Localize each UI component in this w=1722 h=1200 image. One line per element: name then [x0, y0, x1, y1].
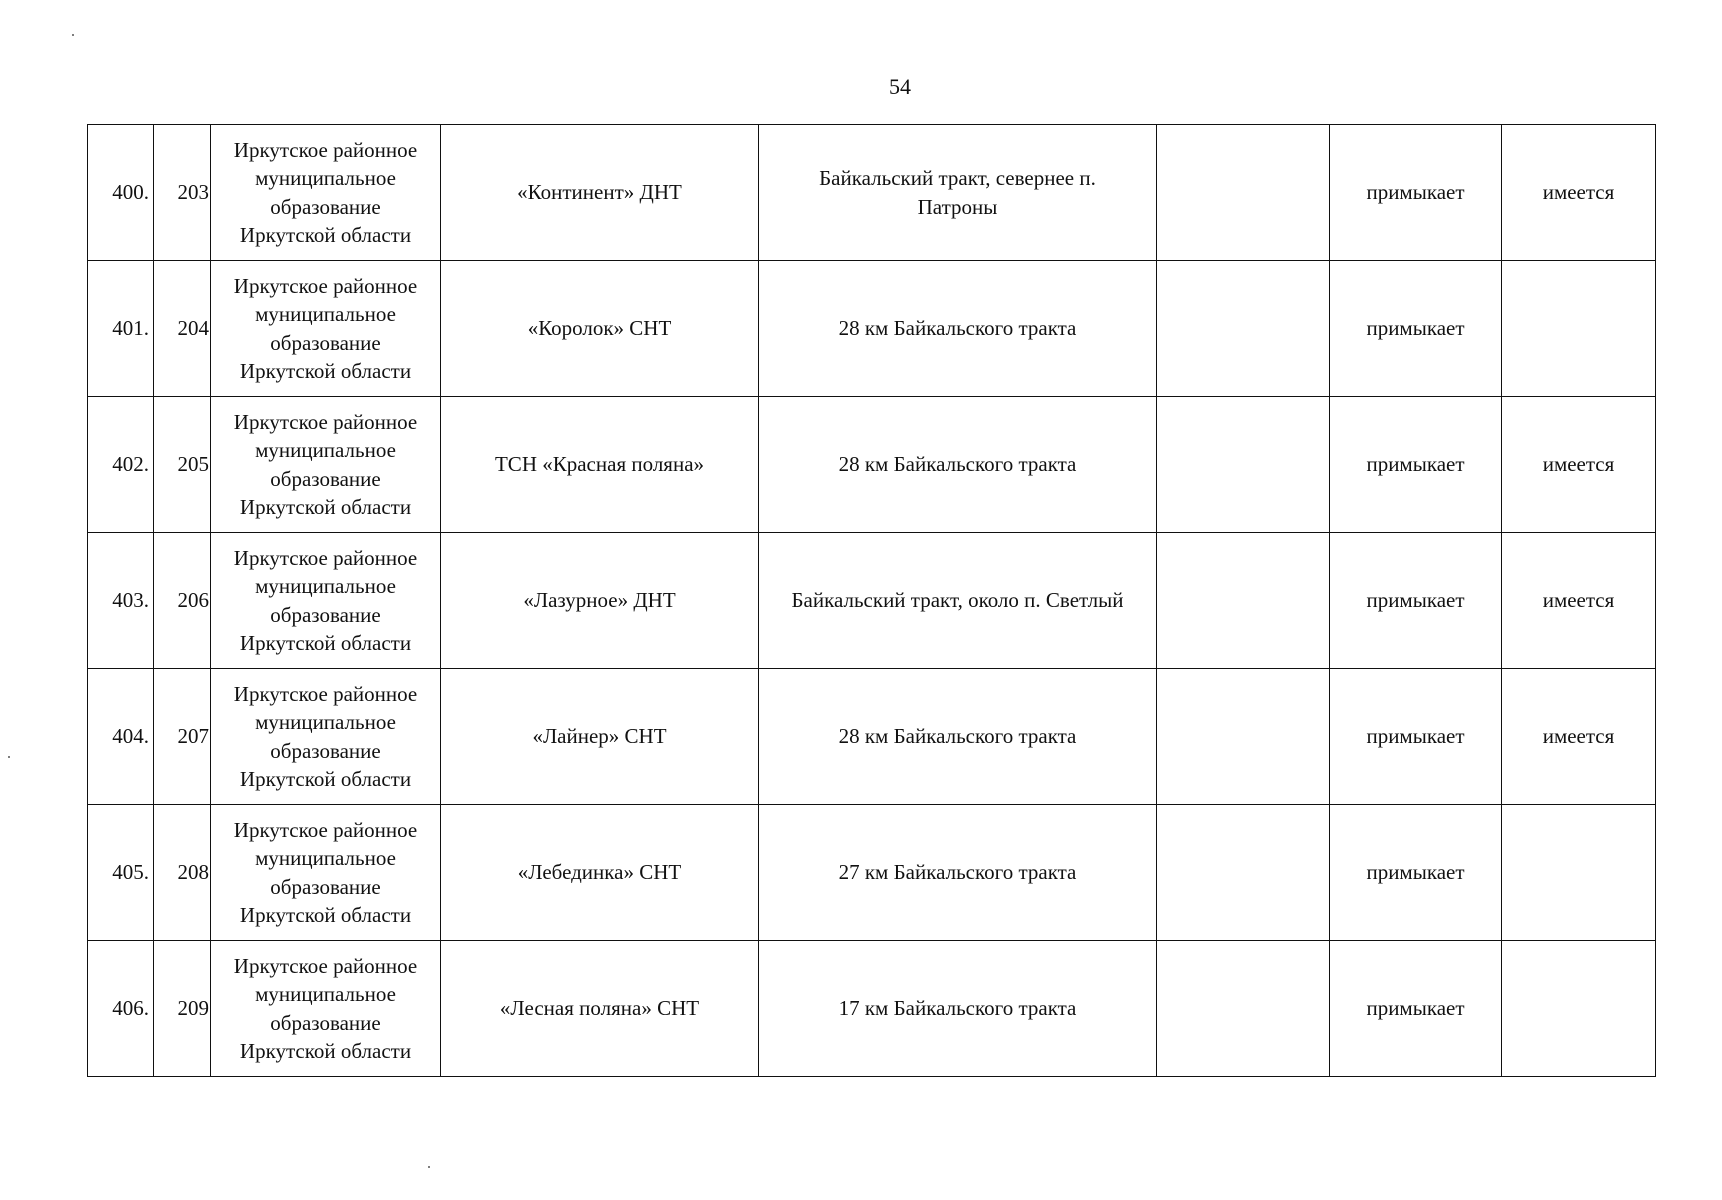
organization-name-cell: «Лебединка» СНТ — [441, 805, 759, 941]
availability-cell: имеется — [1502, 669, 1656, 805]
municipality-cell — [211, 397, 441, 533]
municipality-cell — [211, 669, 441, 805]
empty-cell — [1157, 941, 1330, 1077]
object-id-cell: 209 — [154, 941, 211, 1077]
availability-cell — [1502, 261, 1656, 397]
scan-speck — [72, 34, 74, 36]
municipality-line: образование — [270, 874, 381, 899]
table-row — [88, 805, 1656, 941]
municipality-line: Иркутское районное — [233, 681, 418, 706]
organization-name-cell: «Лесная поляна» СНТ — [441, 941, 759, 1077]
municipality-line: муниципальное — [255, 846, 396, 870]
municipality-line: Иркутской области — [239, 767, 412, 791]
row-number-cell: 404. — [88, 669, 154, 805]
availability-cell — [1502, 941, 1656, 1077]
location-cell: 17 км Байкальского тракта — [759, 941, 1157, 1077]
municipality-line: муниципальное — [255, 710, 396, 734]
municipality-line: образование — [270, 1010, 381, 1035]
row-number-cell: 402. — [88, 397, 154, 533]
location-cell: 28 км Байкальского тракта — [759, 397, 1157, 533]
table-row — [88, 669, 1656, 805]
municipality-line: муниципальное — [255, 982, 396, 1006]
municipality-line: Иркутской области — [239, 1039, 412, 1063]
table-row — [88, 941, 1656, 1077]
empty-cell — [1157, 397, 1330, 533]
municipality-line: образование — [270, 738, 381, 763]
row-number-cell: 403. — [88, 533, 154, 669]
municipality-line: образование — [270, 602, 381, 627]
municipality-line: муниципальное — [255, 302, 396, 326]
adjacency-cell: примыкает — [1330, 805, 1502, 941]
object-id-cell: 208 — [154, 805, 211, 941]
organization-name-cell: «Королок» СНТ — [441, 261, 759, 397]
adjacency-cell: примыкает — [1330, 261, 1502, 397]
organization-name-cell: ТСН «Красная поляна» — [441, 397, 759, 533]
municipality-line: муниципальное — [255, 574, 396, 598]
organization-name-cell: «Континент» ДНТ — [441, 125, 759, 261]
object-id-cell: 203 — [154, 125, 211, 261]
object-id-cell: 206 — [154, 533, 211, 669]
municipality-cell — [211, 941, 441, 1077]
table-row — [88, 125, 1656, 261]
empty-cell — [1157, 125, 1330, 261]
table-row — [88, 261, 1656, 397]
adjacency-cell: примыкает — [1330, 397, 1502, 533]
empty-cell — [1157, 261, 1330, 397]
municipality-cell — [211, 125, 441, 261]
row-number-cell: 400. — [88, 125, 154, 261]
scan-speck — [428, 1166, 430, 1168]
object-id-cell: 207 — [154, 669, 211, 805]
municipality-line: образование — [270, 466, 381, 491]
object-id-cell: 204 — [154, 261, 211, 397]
adjacency-cell: примыкает — [1330, 533, 1502, 669]
municipality-line: Иркутской области — [239, 223, 412, 247]
scan-speck — [8, 756, 10, 758]
empty-cell — [1157, 533, 1330, 669]
municipality-line: образование — [270, 194, 381, 219]
municipality-line: Иркутское районное — [233, 137, 418, 162]
municipality-line: Иркутской области — [239, 359, 412, 383]
location-cell: 28 км Байкальского тракта — [759, 669, 1157, 805]
registry-table — [87, 124, 1656, 1077]
organization-name-cell: «Лазурное» ДНТ — [441, 533, 759, 669]
municipality-cell — [211, 261, 441, 397]
page-number: 54 — [889, 74, 911, 99]
row-number-cell: 405. — [88, 805, 154, 941]
object-id-cell: 205 — [154, 397, 211, 533]
location-cell: 28 км Байкальского тракта — [759, 261, 1157, 397]
adjacency-cell: примыкает — [1330, 669, 1502, 805]
municipality-line: Иркутское районное — [233, 953, 418, 978]
location-cell: Байкальский тракт, около п. Светлый — [759, 533, 1157, 669]
municipality-line: образование — [270, 330, 381, 355]
municipality-cell — [211, 805, 441, 941]
municipality-line: муниципальное — [255, 438, 396, 462]
location-cell: 27 км Байкальского тракта — [759, 805, 1157, 941]
organization-name-cell: «Лайнер» СНТ — [441, 669, 759, 805]
municipality-line: Иркутское районное — [233, 545, 418, 570]
adjacency-cell: примыкает — [1330, 941, 1502, 1077]
availability-cell: имеется — [1502, 533, 1656, 669]
table-row — [88, 397, 1656, 533]
municipality-line: Иркутское районное — [233, 409, 418, 434]
location-cell: Байкальский тракт, севернее п. Патроны — [759, 125, 1157, 261]
municipality-line: Иркутской области — [239, 631, 412, 655]
row-number-cell: 406. — [88, 941, 154, 1077]
availability-cell: имеется — [1502, 125, 1656, 261]
adjacency-cell: примыкает — [1330, 125, 1502, 261]
row-number-cell: 401. — [88, 261, 154, 397]
table-row — [88, 533, 1656, 669]
empty-cell — [1157, 669, 1330, 805]
municipality-line: Иркутское районное — [233, 817, 418, 842]
availability-cell — [1502, 805, 1656, 941]
availability-cell: имеется — [1502, 397, 1656, 533]
municipality-line: Иркутское районное — [233, 273, 418, 298]
empty-cell — [1157, 805, 1330, 941]
municipality-line: муниципальное — [255, 166, 396, 190]
municipality-cell — [211, 533, 441, 669]
municipality-line: Иркутской области — [239, 495, 412, 519]
municipality-line: Иркутской области — [239, 903, 412, 927]
